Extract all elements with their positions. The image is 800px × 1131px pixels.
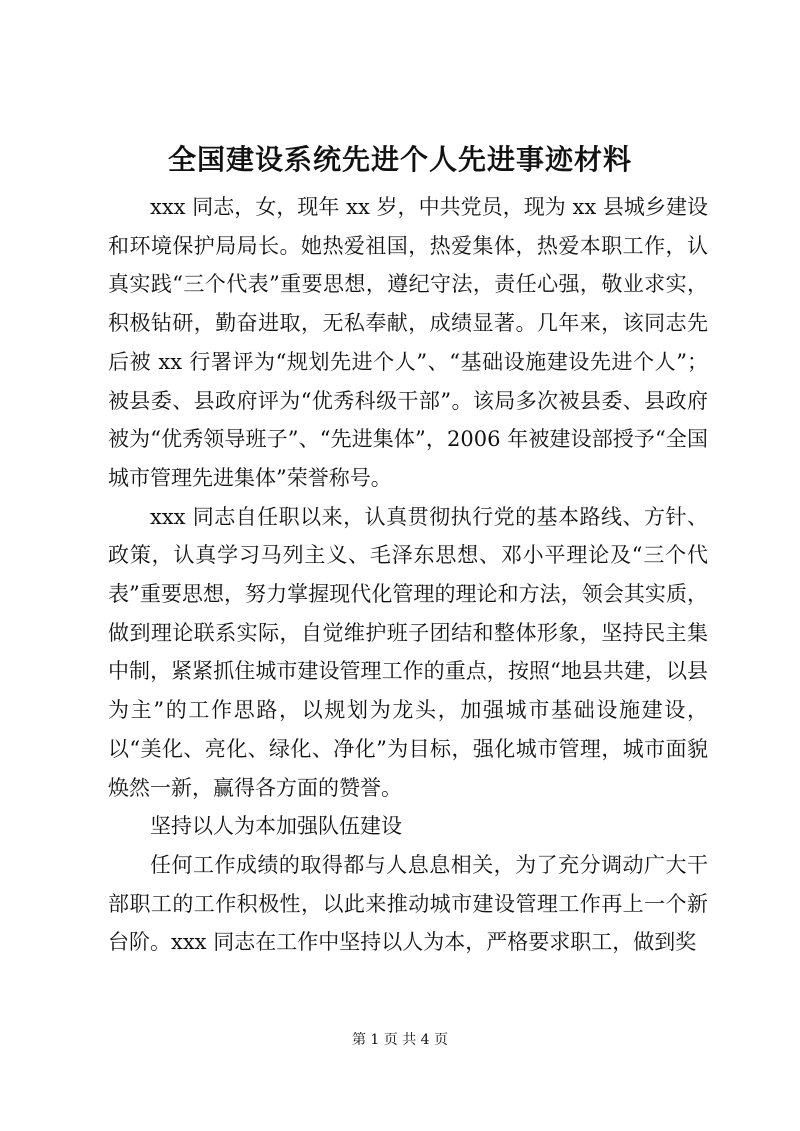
paragraph-intro: xxx 同志，女，现年 xx 岁，中共党员，现为 xx 县城乡建设和环境保护局局长。她热爱祖国，热爱集体，热爱本职工作，认真实践“三个代表”重要思想，遵纪守法，责任心强，敬业求实，积极钻研，勤奋进取，无私奉献，成绩显著。几年来，该同志先后被 xx 行署评为“规划先进个人”、“基础设施建设先进个人”；被县委、县政府评为“优秀科级干部”。该局多次被县委、县政府被为“优秀领导班子”、“先进集体”，2006 年被建设部授予“全国城市管理先进集体”荣誉称号。 — [108, 195, 708, 490]
page-number: 第 1 页 共 4 页 — [351, 1032, 449, 1048]
section-heading: 坚持以人为本加强队伍建设 — [150, 814, 402, 839]
document-body — [108, 188, 708, 962]
paragraph-team-building: 任何工作成绩的取得都与人息息相关，为了充分调动广大干部职工的工作积极性，以此来推动城市建设管理工作再上一个新台阶。xxx 同志在工作中坚持以人为本，严格要求职工，做到奖 — [108, 852, 708, 955]
document-title: 全国建设系统先进个人先进事迹材料 — [167, 143, 632, 176]
paragraph-work-record: xxx 同志自任职以来，认真贯彻执行党的基本路线、方针、政策，认真学习马列主义、毛泽东思想、邓小平理论及“三个代表”重要思想，努力掌握现代化管理的理论和方法，领会其实质，做到理论联系实际，自觉维护班子团结和整体形象，坚持民主集中制，紧紧抓住城市建设管理工作的重点，按照“地县共建，以县为主”的工作思路，以规划为龙头，加强城市基础设施建设，以“美化、亮化、绿化、净化”为目标，强化城市管理，城市面貌焕然一新，赢得各方面的赞誉。 — [108, 504, 708, 800]
